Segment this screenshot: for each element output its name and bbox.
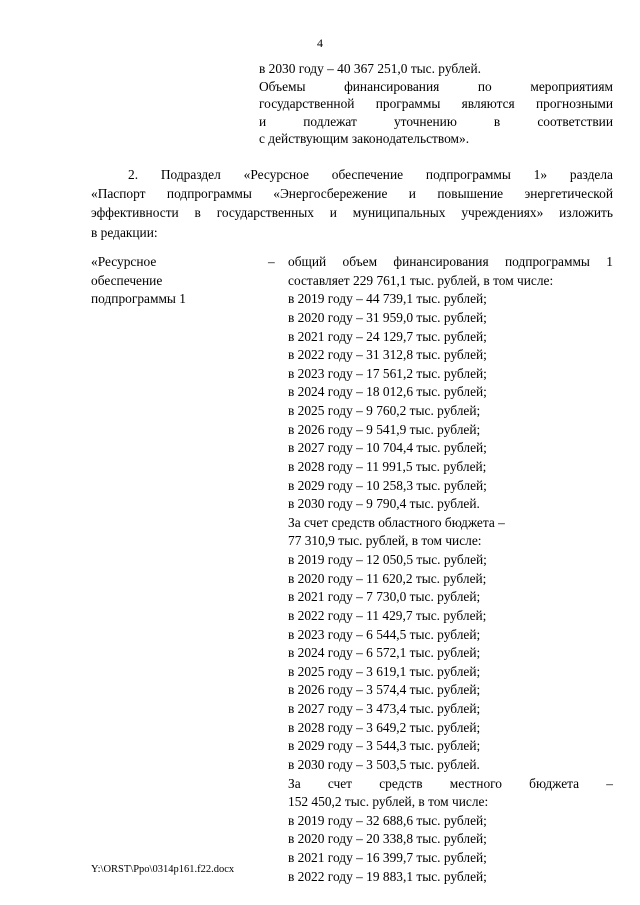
- resource-values: [288, 253, 613, 886]
- text-line: с действующим законодательством».: [259, 131, 470, 147]
- value-line: в 2019 году – 12 050,5 тыс. рублей;: [288, 552, 487, 567]
- label-line: «Ресурсное: [91, 254, 157, 269]
- value-line: в 2029 году – 10 258,3 тыс. рублей;: [288, 477, 487, 493]
- text-line: в редакции:: [91, 224, 158, 240]
- value-line: в 2022 году – 11 429,7 тыс. рублей;: [288, 607, 487, 623]
- text-line: 2. Подраздел «Ресурсное обеспечение подпрограммы 1» раздела: [128, 167, 613, 182]
- text-line: и подлежат уточнению в соответствии: [259, 113, 613, 129]
- text-line: «Паспорт подпрограммы «Энергосбережение и повышение энергетической: [91, 186, 613, 202]
- value-line: 152 450,2 тыс. рублей, в том числе:: [288, 794, 489, 810]
- value-line: в 2021 году – 7 730,0 тыс. рублей;: [288, 589, 481, 605]
- value-line: в 2020 году – 31 959,0 тыс. рублей;: [288, 309, 487, 325]
- text-line: эффективности в государственных и муниципальных учреждениях» изложить: [91, 205, 613, 221]
- value-line: в 2023 году – 17 561,2 тыс. рублей;: [288, 365, 487, 381]
- value-line: 77 310,9 тыс. рублей, в том числе:: [288, 533, 482, 549]
- value-line: в 2021 году – 24 129,7 тыс. рублей;: [288, 328, 487, 344]
- value-line: За счет средств областного бюджета –: [288, 514, 505, 530]
- text-line: государственной программы являются прогнозными: [259, 96, 613, 112]
- value-line: в 2027 году – 10 704,4 тыс. рублей;: [288, 440, 487, 456]
- value-line: составляет 229 761,1 тыс. рублей, в том числе:: [288, 272, 554, 288]
- value-line: в 2025 году – 9 760,2 тыс. рублей;: [288, 403, 481, 418]
- value-line: в 2024 году – 6 572,1 тыс. рублей;: [288, 645, 481, 661]
- value-line: общий объем финансирования подпрограммы 1: [288, 254, 613, 269]
- value-line: в 2028 году – 11 991,5 тыс. рублей;: [288, 458, 487, 474]
- value-line: в 2029 году – 3 544,3 тыс. рублей;: [288, 738, 481, 754]
- value-line: в 2019 году – 32 688,6 тыс. рублей;: [288, 812, 487, 828]
- text-line: Объемы финансирования по мероприятиям: [259, 78, 613, 94]
- value-line: в 2021 году – 16 399,7 тыс. рублей;: [288, 850, 487, 865]
- value-line: За счет средств местного бюджета –: [288, 775, 613, 791]
- paragraph-2: [91, 165, 613, 242]
- value-line: в 2023 году – 6 544,5 тыс. рублей;: [288, 626, 481, 642]
- value-line: в 2022 году – 31 312,8 тыс. рублей;: [288, 347, 487, 363]
- top-text-block: [259, 60, 613, 148]
- label-line: обеспечение: [91, 272, 163, 288]
- page-number: 4: [317, 36, 323, 50]
- resource-label: [91, 253, 251, 309]
- value-line: в 2019 году – 44 739,1 тыс. рублей;: [288, 291, 487, 307]
- value-line: в 2024 году – 18 012,6 тыс. рублей;: [288, 384, 487, 400]
- value-line: в 2026 году – 9 541,9 тыс. рублей;: [288, 421, 481, 437]
- value-line: в 2025 году – 3 619,1 тыс. рублей;: [288, 663, 481, 679]
- value-line: в 2020 году – 20 338,8 тыс. рублей;: [288, 831, 487, 847]
- text-line: в 2030 году – 40 367 251,0 тыс. рублей.: [259, 61, 481, 76]
- value-line: в 2020 году – 11 620,2 тыс. рублей;: [288, 570, 487, 586]
- value-line: в 2022 году – 19 883,1 тыс. рублей;: [288, 868, 487, 884]
- value-line: в 2026 году – 3 574,4 тыс. рублей;: [288, 682, 481, 698]
- value-line: в 2030 году – 3 503,5 тыс. рублей.: [288, 756, 480, 772]
- value-line: в 2028 году – 3 649,2 тыс. рублей;: [288, 719, 481, 735]
- value-line: в 2027 году – 3 473,4 тыс. рублей;: [288, 701, 481, 716]
- separator-dash: –: [268, 254, 275, 269]
- footer-file-path: Y:\ORST\Ppo\0314p161.f22.docx: [91, 864, 235, 875]
- value-line: в 2030 году – 9 790,4 тыс. рублей.: [288, 496, 480, 512]
- label-line: подпрограммы 1: [91, 291, 186, 307]
